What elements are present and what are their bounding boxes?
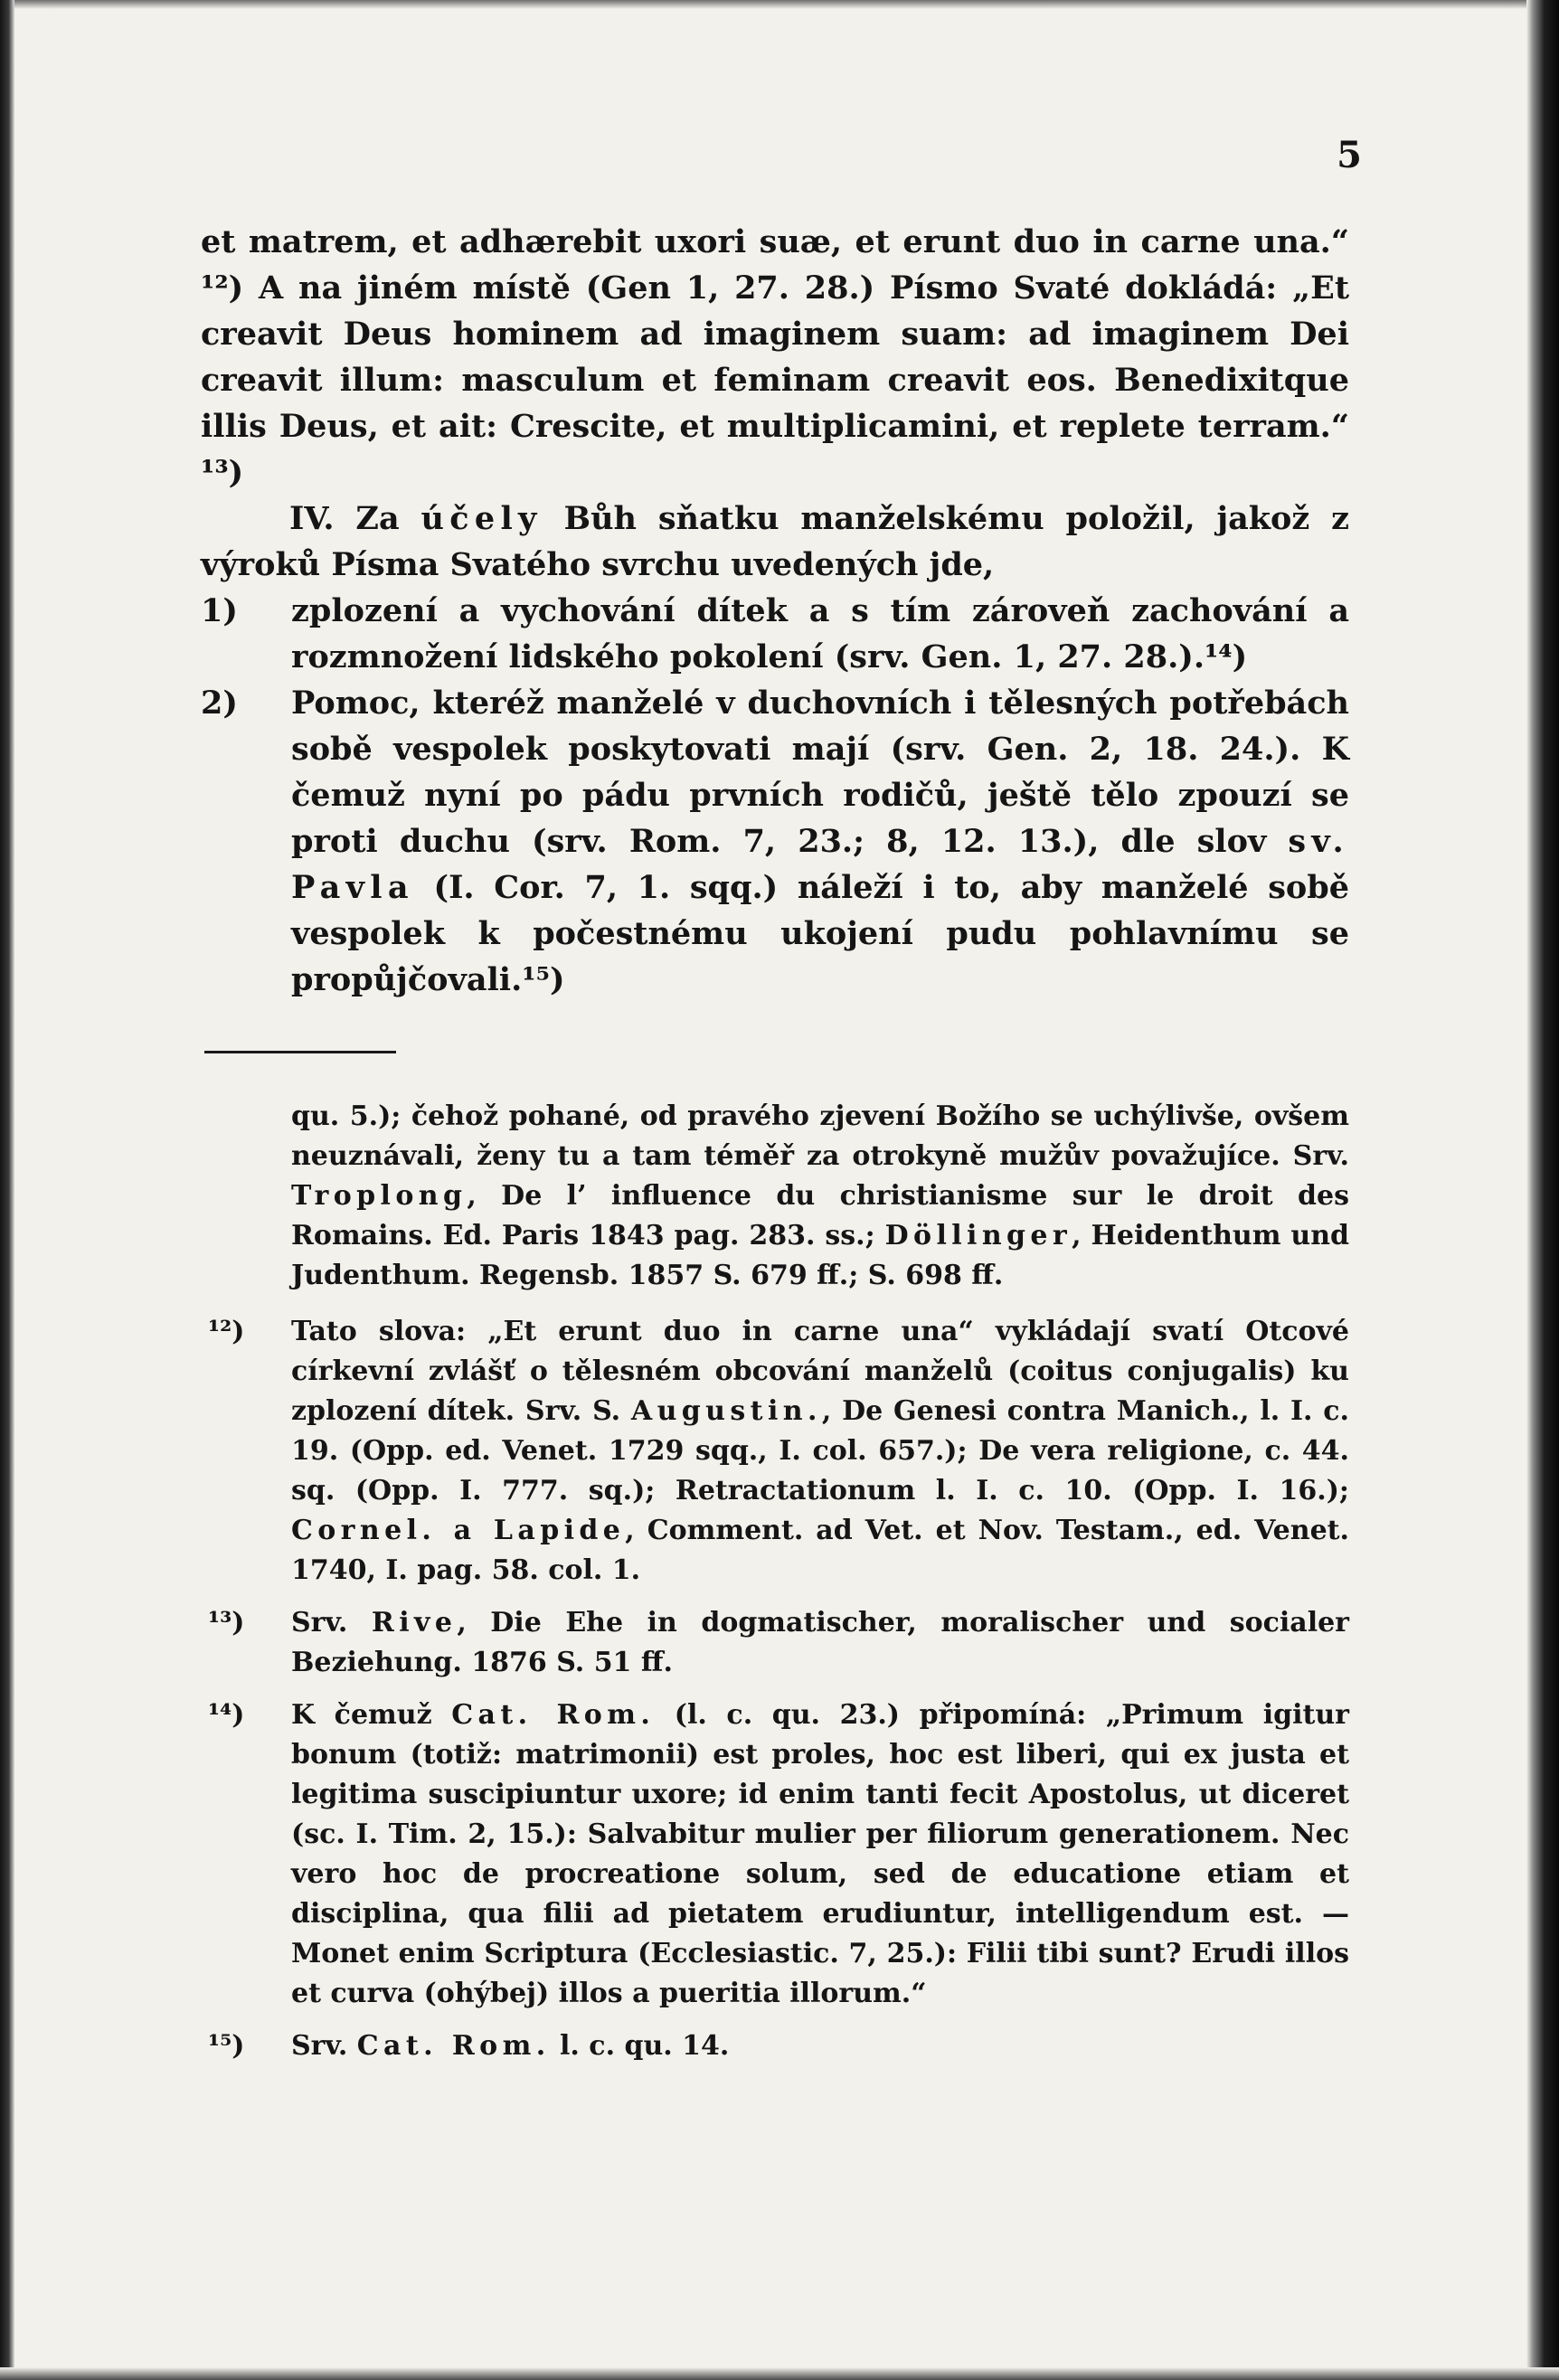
list-item-1 [201, 588, 1349, 680]
footnotes [208, 1097, 1349, 2079]
footnote-marker: ¹⁵) [208, 2030, 245, 2062]
footnote-text-part: l. c. qu. 14. [550, 2030, 730, 2062]
author-name: Augustin. [630, 1395, 822, 1427]
list-text-spaced: sv. Pavla [291, 823, 1349, 906]
author-name: Cornel. a Lapide [291, 1515, 626, 1546]
footnote-text: , Heidenthum und Judenthum. Regensb. 1857 S. 679 ff.; S. 698 ff. [291, 1220, 1350, 1291]
footnote-marker: ¹⁴) [208, 1699, 245, 1731]
scan-edge-top [0, 0, 1559, 9]
scan-edge-left [0, 0, 14, 2380]
footnote-13 [208, 1603, 1349, 1683]
list-text: zplození a vychování dítek a s tím zároveň zachování a rozmnožení lidského pokolení (srv. Gen. 1, 27. 28.).¹⁴) [291, 592, 1349, 675]
footnote-text-part: , Die Ehe in dogmatischer, moralischer und socialer Beziehung. 1876 S. 51 ff. [291, 1607, 1349, 1678]
footnote-text-part: , De Genesi contra Manich., l. I. c. 19. (Opp. ed. Venet. 1729 sqq., I. col. 657.); De vera religione, c. 44. sq. (Opp. I. 777. sq.); Retractationum l. I. c. 10. (Opp. I. 16.); [291, 1395, 1349, 1506]
source-name: Cat. Rom. [356, 2030, 551, 2062]
footnote-text-part: K čemuž [291, 1699, 452, 1731]
footnote-text [291, 2026, 1349, 2066]
list-text [291, 680, 1349, 1003]
footnote-12 [208, 1312, 1349, 1591]
paragraph-1: et matrem, et adhærebit uxori suæ, et erunt duo in carne una.“ ¹²) A na jiném místě (Gen 1, 27. 28.) Písmo Svaté dokládá: „Et creavit Deus hominem ad imaginem suam: ad imaginem Dei creavit illum: masculum et feminam creavit eos. Benedixitque illis Deus, et ait: Crescite, et multiplicamini, et replete terram.“ ¹³) [201, 223, 1349, 491]
paragraph-2 [201, 496, 1349, 588]
scan-edge-bottom [0, 2367, 1559, 2380]
list-item-2 [201, 680, 1349, 1003]
footnote-continuation [208, 1097, 1349, 1296]
footnote-14 [208, 1695, 1349, 2014]
footnote-divider [204, 1051, 396, 1053]
author-name: Döllinger [884, 1220, 1072, 1251]
paragraph-2-start: IV. Za [289, 500, 421, 537]
list-number: 2) [201, 685, 238, 722]
paragraph-2-spaced: účely [420, 500, 543, 537]
page-number: 5 [1337, 134, 1362, 176]
footnote-text [291, 1603, 1349, 1683]
footnote-text [291, 1695, 1349, 2014]
footnote-15 [208, 2026, 1349, 2066]
footnote-marker: ¹³) [208, 1607, 245, 1639]
source-name: Cat. Rom. [451, 1699, 656, 1731]
footnote-text-part: , Comment. ad Vet. et Nov. Testam., ed. Venet. 1740, I. pag. 58. col. 1. [291, 1515, 1349, 1586]
footnote-marker: ¹²) [208, 1316, 245, 1347]
footnote-text-part: Srv. [291, 1607, 372, 1639]
footnote-text: qu. 5.); čehož pohané, od pravého zjevení Božího se uchýlivše, ovšem neuznávali, ženy tu a tam téměř za otrokyně mužův považujíce. Srv. [291, 1100, 1349, 1172]
list-number: 1) [201, 592, 238, 629]
footnote-text: , De l’ influence du christianisme sur le droit des Romains. Ed. Paris 1843 pag. 283. ss.; [291, 1180, 1349, 1251]
paragraph-2-rest: Bůh sňatku manželskému položil, jakož z výroků Písma Svatého svrchu uvedených jde, [201, 500, 1349, 583]
author-name: Rive [371, 1607, 458, 1639]
footnote-text-part: Srv. [291, 2030, 357, 2062]
footnote-text [291, 1312, 1349, 1591]
list-text-part: Pomoc, kteréž manželé v duchovních i tělesných potřebách sobě vespolek poskytovati mají (srv. Gen. 2, 18. 24.). K čemuž nyní po pádu prvních rodičů, ještě tělo zpouzí se proti duchu (srv. Rom. 7, 23.; 8, 12. 13.), dle slov [291, 685, 1349, 860]
author-name: Troplong [291, 1180, 468, 1212]
footnote-text-part: Tato slova: „Et erunt duo in carne una“ vykládají svatí Otcové církevní zvlášť o tělesném obcování manželů (coitus conjugalis) ku zplození dítek. Srv. S. [291, 1316, 1349, 1427]
list-text-part: (I. Cor. 7, 1. sqq.) náleží i to, aby manželé sobě vespolek k počestnému ukojení pudu pohlavnímu se propůjčovali.¹⁵) [291, 869, 1349, 998]
main-text [201, 219, 1349, 1003]
scan-edge-right [1526, 0, 1559, 2380]
footnote-text-part: (l. c. qu. 23.) připomíná: „Primum igitur bonum (totiž: matrimonii) est proles, hoc est liberi, qui ex justa et legitima suscipiuntur uxore; id enim tanti fecit Apostolus, ut diceret (sc. I. Tim. 2, 15.): Salvabitur mulier per filiorum generationem. Nec vero hoc de procreatione solum, sed de educatione etiam et disciplina, qua filii ad pietatem erudiuntur, intelligendum est. — Monet enim Scriptura (Ecclesiastic. 7, 25.): Filii tibi sunt? Erudi illos et curva (ohýbej) illos a pueritia illorum.“ [291, 1699, 1349, 2009]
